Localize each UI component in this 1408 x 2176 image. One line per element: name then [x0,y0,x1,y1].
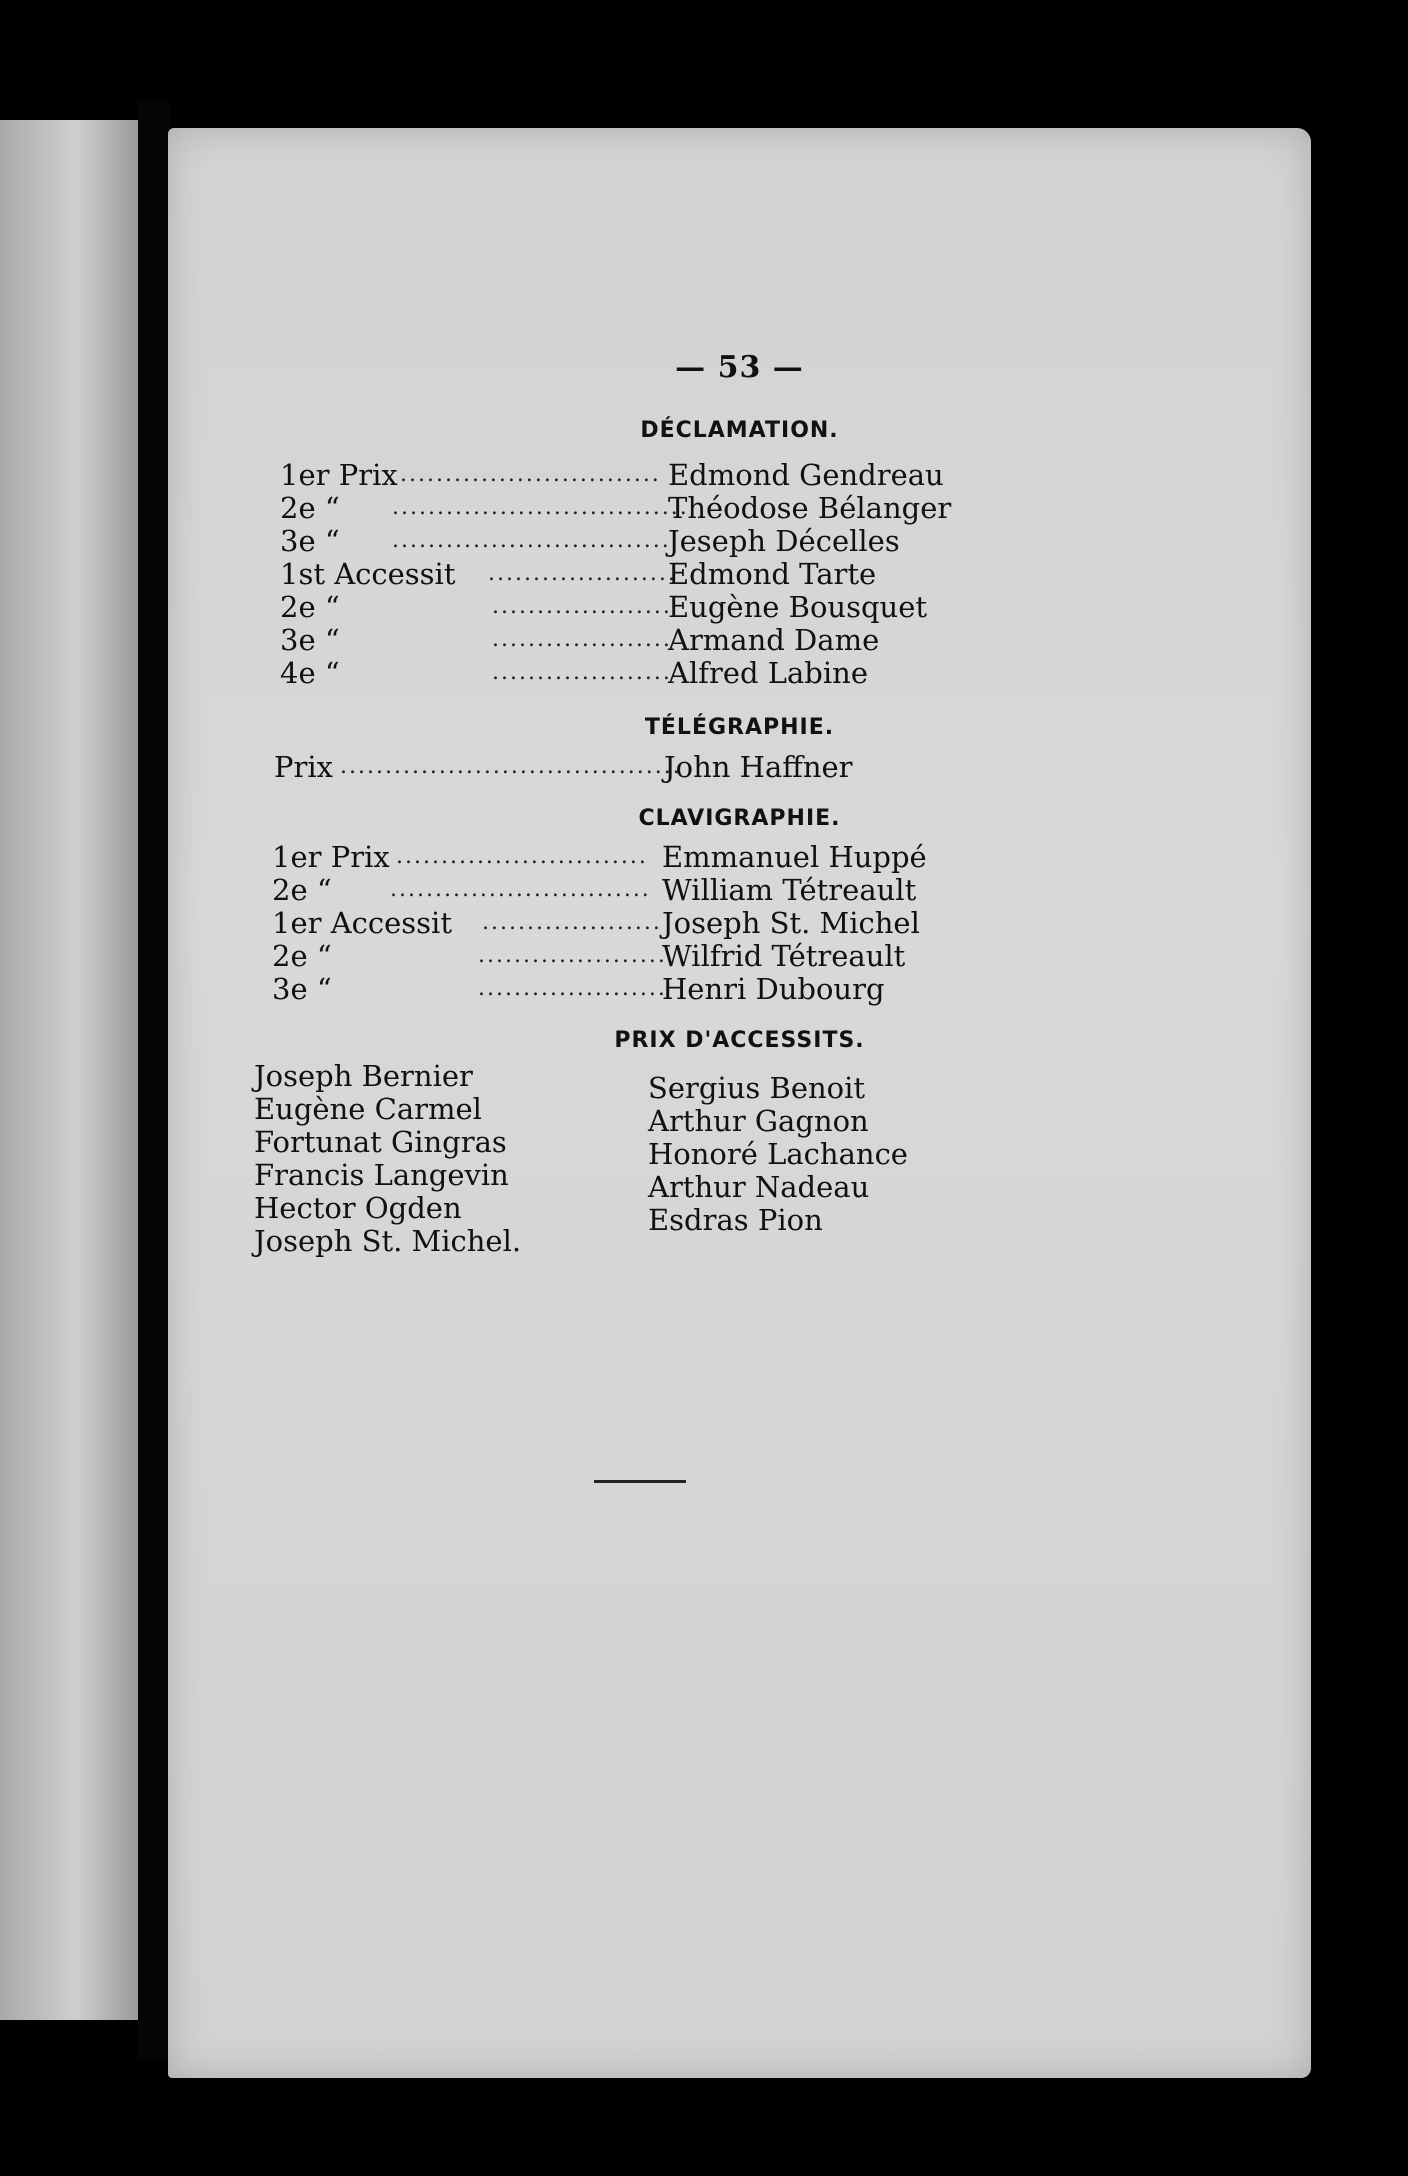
award-rank: 3e “ [280,623,340,657]
leader-dots: .................... [482,910,662,935]
leader-dots: ...................................... [340,754,682,779]
award-name: Joseph St. Michel [662,906,920,940]
leader-dots: .................... [492,660,672,685]
list-item: Esdras Pion [648,1203,823,1237]
award-name: Alfred Labine [668,656,868,690]
award-row [280,623,1160,657]
list-item: Hector Ogden [254,1191,462,1225]
award-row [280,491,1160,525]
list-item: Eugène Carmel [254,1092,482,1126]
leader-dots: ............................ [396,844,648,869]
facing-page-edge [0,120,138,2020]
award-rank: 3e “ [272,972,332,1006]
award-name: Wilfrid Tétreault [662,939,906,973]
section-heading-prix-accessits: PRIX D'ACCESSITS. [614,1028,865,1053]
list-item: Arthur Nadeau [648,1170,870,1204]
award-name: Emmanuel Huppé [662,840,927,874]
award-row [280,656,1160,690]
award-name: Edmond Gendreau [668,458,944,492]
leader-dots: ..................... [478,943,667,968]
award-name: John Haffner [664,750,853,784]
award-rank: 2e “ [272,939,332,973]
list-item: Francis Langevin [254,1158,509,1192]
leader-dots: .................... [492,594,672,619]
accessits-right-column [648,1072,908,1237]
award-row [272,840,1152,874]
award-row [272,972,1152,1006]
leader-dots: ............................. [400,462,661,487]
award-row [272,939,1152,973]
section-heading-declamation: DÉCLAMATION. [640,418,839,443]
award-name: Edmond Tarte [668,557,877,591]
award-name: William Tétreault [662,873,917,907]
award-row [280,458,1160,492]
award-rank: 2e “ [280,491,340,525]
award-rank: 4e “ [280,656,340,690]
list-item: Arthur Gagnon [648,1104,869,1138]
list-item: Honoré Lachance [648,1137,908,1171]
section-heading-telegraphie: TÉLÉGRAPHIE. [644,715,835,740]
award-rank: Prix [274,750,334,784]
award-rank: 2e “ [280,590,340,624]
closing-rule [594,1480,686,1483]
leader-dots: ..................... [488,561,677,586]
award-row [280,524,1160,558]
award-rank: 1er Accessit [272,906,452,940]
page-number: — 53 — [675,350,804,385]
award-rank: 3e “ [280,524,340,558]
leader-dots: ................................. [392,495,689,520]
award-name: Henri Dubourg [662,972,885,1006]
list-item: Fortunat Gingras [254,1125,507,1159]
award-name: Jeseph Décelles [668,524,900,558]
award-rank: 1er Prix [272,840,390,874]
award-row [272,906,1152,940]
award-name: Théodose Bélanger [668,491,952,525]
leader-dots: .................... [492,627,672,652]
award-name: Eugène Bousquet [668,590,928,624]
list-item: Joseph St. Michel. [254,1224,522,1258]
leader-dots: ............................. [390,877,651,902]
book-gutter [138,100,170,2060]
award-rank: 2e “ [272,873,332,907]
award-name: Armand Dame [668,623,880,657]
section-heading-clavigraphie: CLAVIGRAPHIE. [638,806,841,831]
award-rank: 1st Accessit [280,557,456,591]
leader-dots: ..................... [478,976,667,1001]
award-rank: 1er Prix [280,458,398,492]
award-row [280,590,1160,624]
book-page [168,128,1311,2078]
list-item: Sergius Benoit [648,1071,866,1105]
award-row [272,873,1152,907]
award-row [274,750,1154,784]
leader-dots: ................................. [392,528,689,553]
list-item: Joseph Bernier [254,1059,473,1093]
accessits-left-column [254,1060,521,1258]
award-row [280,557,1160,591]
